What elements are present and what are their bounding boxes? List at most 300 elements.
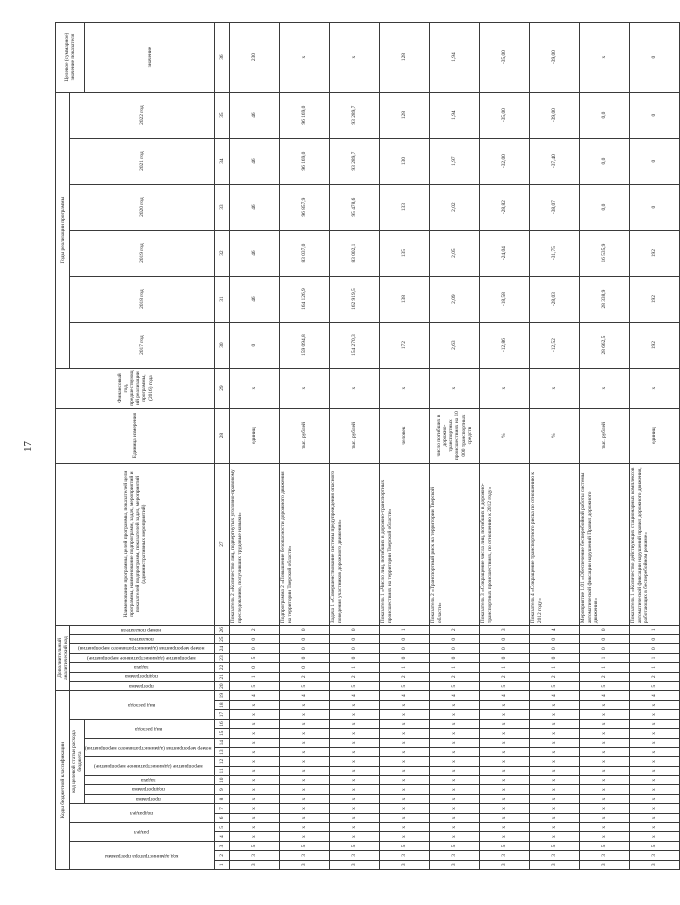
row-target-value: х [579,22,629,92]
year-value-cell: 135 [379,230,429,276]
code-cell: х [229,738,279,747]
row-fin-year: х [229,368,279,408]
code-cell: х [629,804,679,813]
code-cell: х [629,747,679,756]
table-row [329,22,379,869]
row-target-value: -39,00 [529,22,579,92]
code-cell: х [579,766,629,775]
index-cell: 10 [215,776,229,785]
index-cell: 16 [215,719,229,728]
code-cell: х [229,757,279,766]
code-cell: х [479,710,529,719]
table-row [629,22,679,869]
code-cell: 5 [229,841,279,850]
code-cell: х [279,785,329,794]
code-cell: х [579,747,629,756]
code-cell: 5 [329,841,379,850]
code-cell: х [629,823,679,832]
code-cell: х [529,776,579,785]
header-target-value: значение [84,22,215,92]
year-value-cell: 83 037,0 [279,230,329,276]
code-cell: 2 [379,672,429,681]
code-cell: 1 [379,663,429,672]
code-cell: 4 [529,691,579,701]
code-cell: х [279,776,329,785]
code-cell: 3 [379,851,429,860]
year-value-cell: 96 857,9 [279,184,329,230]
index-cell: 7 [215,804,229,813]
code-cell: 1 [479,663,529,672]
index-cell: 14 [215,738,229,747]
year-value-cell: -28,03 [529,276,579,322]
code-cell: х [629,785,679,794]
code-cell: х [579,785,629,794]
code-cell: 1 [579,663,629,672]
code-cell: х [579,700,629,709]
code-cell: х [379,719,429,728]
code-cell: х [329,757,379,766]
index-row [215,22,229,869]
code-cell: х [329,747,379,756]
code-cell: х [429,757,479,766]
code-cell: х [229,804,279,813]
code-cell: 3 [329,860,379,869]
code-cell: 2 [329,672,379,681]
header-target-article: код целевой статьи расхода бюджета [70,719,84,804]
year-value-cell: 2,63 [429,322,479,368]
header-cs-expense: вид расхода [84,719,215,738]
header-section: раздел [70,823,215,842]
row-target-value: -35,00 [479,22,529,92]
code-cell: х [279,813,329,822]
index-cell: 31 [215,276,229,322]
code-cell: 5 [329,681,379,690]
code-cell: х [529,823,579,832]
year-value-cell: -28,82 [479,184,529,230]
code-cell: х [529,794,579,803]
code-cell: 4 [279,691,329,701]
code-cell: 1 [529,663,579,672]
header-expense-type: вид расхода [70,691,215,719]
code-cell: 0 [329,625,379,634]
code-cell: 5 [229,653,279,662]
code-cell: х [229,785,279,794]
header-admin-code: код администратора программы [70,841,215,869]
code-cell: 5 [629,681,679,690]
code-cell: 3 [329,851,379,860]
code-cell: х [429,729,479,738]
code-cell: 0 [529,644,579,653]
code-cell: х [629,757,679,766]
year-value-cell: 162 919,5 [329,276,379,322]
code-cell: 3 [579,860,629,869]
index-cell: 36 [215,22,229,92]
header-cs-measure-number: номер мероприятия (административного мероприятия) [84,738,215,757]
code-cell: х [279,794,329,803]
code-cell: х [379,710,429,719]
index-cell: 33 [215,184,229,230]
year-value-cell: 130 [379,138,429,184]
code-cell: 0 [579,644,629,653]
year-value-cell: 138 [379,276,429,322]
code-cell: 1 [579,653,629,662]
code-cell: х [379,832,429,841]
year-value-cell: 1,97 [429,138,479,184]
year-value-cell: 0 [629,92,679,138]
code-cell: х [579,738,629,747]
code-cell: 3 [379,860,429,869]
code-cell: х [379,729,429,738]
year-value-cell: 46 [229,230,279,276]
year-value-cell: -24,04 [479,230,529,276]
code-cell: х [379,813,429,822]
year-value-cell: -38,07 [529,184,579,230]
code-cell: х [329,729,379,738]
code-cell: х [529,757,579,766]
index-cell: 29 [215,368,229,408]
header-add-indicator-number: номер показателя [70,625,215,634]
year-value-cell: 192 [629,276,679,322]
code-cell: х [379,738,429,747]
code-cell: х [529,785,579,794]
code-cell: 0 [329,635,379,644]
code-cell: 0 [479,653,529,662]
row-target-value: 230 [229,22,279,92]
code-cell: 5 [279,681,329,690]
code-cell: х [529,729,579,738]
code-cell: х [229,719,279,728]
code-cell: 0 [229,635,279,644]
code-cell: х [229,700,279,709]
row-unit: единиц [629,408,679,463]
table-row [379,22,429,869]
code-cell: х [579,832,629,841]
code-cell: х [479,832,529,841]
program-table-container [55,32,658,870]
code-cell: х [629,719,679,728]
year-value-cell: 16 535,9 [579,230,629,276]
code-cell: х [529,710,579,719]
row-name: Показатель 3 «Сокращение числа лиц, погибших в дорожно-транспортных происшествиях, по отношению к 2012 году» [479,463,529,625]
code-cell: х [429,813,479,822]
code-cell: 2 [479,672,529,681]
row-name: Подпрограмма 2 «Повышение безопасности дорожного движения на территории Тверской области» [279,463,329,625]
year-value-cell: 93 289,7 [329,92,379,138]
row-name: Показатель 2 «Транспортный риск на территории Тверской области» [429,463,479,625]
code-cell: 0 [429,635,479,644]
year-value-cell: 164 126,9 [279,276,329,322]
code-cell: х [529,813,579,822]
code-cell: 0 [279,663,329,672]
code-cell: х [429,776,479,785]
table-row [229,22,279,869]
code-cell: 4 [479,691,529,701]
year-value-cell: 0,0 [579,184,629,230]
index-cell: 28 [215,408,229,463]
header-year-2017: 2017 год [70,322,215,368]
code-cell: х [329,710,379,719]
code-cell: 2 [429,625,479,634]
code-cell: х [479,776,529,785]
code-cell: 3 [579,851,629,860]
index-cell: 25 [215,635,229,644]
table-row [529,22,579,869]
year-value-cell: 28 662,5 [579,322,629,368]
index-cell: 30 [215,322,229,368]
code-cell: 5 [629,841,679,850]
code-cell: х [379,776,429,785]
row-fin-year: х [329,368,379,408]
code-cell: 3 [629,851,679,860]
code-cell: х [329,813,379,822]
code-cell: 0 [429,644,479,653]
code-cell: 1 [629,653,679,662]
year-value-cell: 96 169,0 [279,92,329,138]
year-value-cell: -12,86 [479,322,529,368]
code-cell: 0 [329,653,379,662]
year-value-cell: 154 270,3 [329,322,379,368]
code-cell: 0 [279,653,329,662]
header-fin-year: Финансовый год, предшествующий реализации программы, (2016) года [56,368,215,408]
index-cell: 17 [215,710,229,719]
code-cell: х [279,747,329,756]
code-cell: х [479,738,529,747]
code-cell: х [579,794,629,803]
code-cell: 2 [529,672,579,681]
year-value-cell: -39,00 [529,92,579,138]
row-target-value: х [329,22,379,92]
code-cell: 3 [279,851,329,860]
code-cell: 0 [379,644,429,653]
code-cell: х [379,823,429,832]
index-cell: 4 [215,832,229,841]
code-cell: х [279,766,329,775]
code-cell: 2 [429,672,479,681]
header-add-measure-number: номер мероприятия (административного мероприятия) [70,644,215,653]
code-cell: х [379,700,429,709]
code-cell: х [529,738,579,747]
code-cell: 0 [229,663,279,672]
code-cell: х [479,794,529,803]
header-target-group: Целевое (суммарное) значение показателя [56,22,85,92]
year-value-cell: 0 [629,138,679,184]
year-value-cell: 28 338,9 [579,276,629,322]
index-cell: 22 [215,663,229,672]
code-cell: х [429,747,479,756]
code-cell: х [279,729,329,738]
header-year-2020: 2020 год [70,184,215,230]
table-row [579,22,629,869]
code-cell: х [629,813,679,822]
year-value-cell: -31,75 [529,230,579,276]
row-name: Показатель 1 «Количество действующих стационарных комплексов автоматической фиксации нарушений правил дорожного движения, работающих в бесперебойном режиме» [629,463,679,625]
code-cell: х [579,719,629,728]
code-cell: х [229,823,279,832]
code-cell: х [279,804,329,813]
index-cell: 32 [215,230,229,276]
code-cell: х [229,813,279,822]
page-number: 17 [22,441,34,452]
code-cell: х [629,832,679,841]
code-cell: х [529,804,579,813]
code-cell: 0 [379,653,429,662]
row-target-value: 128 [379,22,429,92]
code-cell: 0 [279,635,329,644]
code-cell: 0 [529,635,579,644]
code-cell: х [629,700,679,709]
code-cell: х [329,785,379,794]
year-value-cell: 0,0 [579,92,629,138]
code-cell: 4 [529,625,579,634]
code-cell: 0 [279,625,329,634]
row-unit: число погибших в дорожно-транспортных происшествиях на 10 000 транспортных средств [429,408,479,463]
header-add-subprogram: подпрограмма [70,672,215,681]
code-cell: 4 [229,691,279,701]
code-cell: х [429,794,479,803]
header-budget-classification: Коды бюджетной классификации [56,691,70,870]
code-cell: х [329,823,379,832]
row-unit: % [529,408,579,463]
code-cell: х [329,766,379,775]
code-cell: 0 [279,644,329,653]
code-cell: х [579,776,629,785]
code-cell: 5 [479,841,529,850]
row-unit: тыс. рублей [329,408,379,463]
code-cell: 1 [629,663,679,672]
code-cell: 3 [529,860,579,869]
row-unit: тыс. рублей [279,408,329,463]
code-cell: х [329,832,379,841]
code-cell: х [529,700,579,709]
index-cell: 6 [215,813,229,822]
code-cell: х [279,832,329,841]
code-cell: х [579,804,629,813]
code-cell: х [229,794,279,803]
code-cell: 5 [229,681,279,690]
header-cs-measure: мероприятие (административное мероприятие) [84,757,215,776]
code-cell: 0 [629,644,679,653]
code-cell: 2 [629,672,679,681]
index-cell: 26 [215,625,229,634]
code-cell: 0 [579,635,629,644]
code-cell: х [579,757,629,766]
code-cell: х [329,794,379,803]
header-year-2021: 2021 год [70,138,215,184]
code-cell: х [429,804,479,813]
code-cell: 3 [229,860,279,869]
code-cell: 3 [279,860,329,869]
header-add-task: задача [70,663,215,672]
code-cell: х [329,804,379,813]
code-cell: х [579,710,629,719]
header-year-2018: 2018 год [70,276,215,322]
index-cell: 3 [215,841,229,850]
code-cell: 2 [279,672,329,681]
year-value-cell: 93 289,7 [329,138,379,184]
code-cell: 3 [629,860,679,869]
code-cell: х [479,823,529,832]
index-cell: 18 [215,700,229,709]
code-cell: 1 [629,625,679,634]
row-fin-year: х [279,368,329,408]
year-value-cell: 95 478,6 [329,184,379,230]
code-cell: х [479,757,529,766]
code-cell: х [379,757,429,766]
table-body [229,22,679,869]
code-cell: х [579,813,629,822]
code-cell: 4 [379,691,429,701]
index-cell: 12 [215,757,229,766]
program-indicators-table [55,22,680,870]
code-cell: 3 [229,851,279,860]
code-cell: х [429,785,479,794]
code-cell: х [379,785,429,794]
code-cell: х [629,794,679,803]
index-cell: 19 [215,691,229,701]
year-value-cell: 46 [229,276,279,322]
code-cell: х [479,766,529,775]
code-cell: 1 [229,672,279,681]
row-fin-year: х [379,368,429,408]
row-name: Показатель 2 «Количество лиц, подвергнутых уголовно-правовому преследованию, получивших трудовые навыки» [229,463,279,625]
code-cell: х [379,794,429,803]
index-cell: 21 [215,672,229,681]
code-cell: 5 [579,681,629,690]
row-name: Показатель 1 «Число лиц, погибших в дорожно-транспортных происшествиях на территории Тверской области» [379,463,429,625]
header-year-2019: 2019 год [70,230,215,276]
row-unit: единиц [229,408,279,463]
code-cell: х [279,738,329,747]
code-cell: 3 [479,860,529,869]
code-cell: 5 [379,841,429,850]
code-cell: 1 [429,663,479,672]
code-cell: х [429,738,479,747]
code-cell: х [529,719,579,728]
code-cell: 0 [579,625,629,634]
code-cell: 5 [429,841,479,850]
index-cell: 5 [215,823,229,832]
code-cell: 0 [479,635,529,644]
header-cs-program: программа [84,794,215,803]
code-cell: х [329,700,379,709]
year-value-cell: 2,05 [429,230,479,276]
code-cell: х [229,832,279,841]
code-cell: 5 [379,681,429,690]
row-name: Мероприятие 1.01 «Обеспечение бесперебойной работы системы автоматической фиксации нарушений Правил дорожного движения» [579,463,629,625]
table-row [279,22,329,869]
code-cell: х [229,729,279,738]
code-cell: 3 [479,851,529,860]
year-value-cell: -18,58 [479,276,529,322]
code-cell: х [579,823,629,832]
code-cell: 5 [529,681,579,690]
code-cell: х [429,766,479,775]
table-row [429,22,479,869]
code-cell: х [529,832,579,841]
code-cell: 1 [379,625,429,634]
code-cell: х [329,776,379,785]
year-value-cell: 46 [229,92,279,138]
code-cell: х [379,766,429,775]
row-fin-year: х [579,368,629,408]
code-cell: 3 [529,851,579,860]
year-value-cell: 46 [229,184,279,230]
code-cell: х [629,738,679,747]
header-name: Наименование программы, целей программы, показателей цели программы, наименование подпрограмм, задач, мероприятий и показателей подпрограмм, показателей задач, мероприятий (административных мероприятий) [56,463,215,625]
row-target-value: 1,94 [429,22,479,92]
code-cell: х [479,747,529,756]
index-cell: 9 [215,785,229,794]
